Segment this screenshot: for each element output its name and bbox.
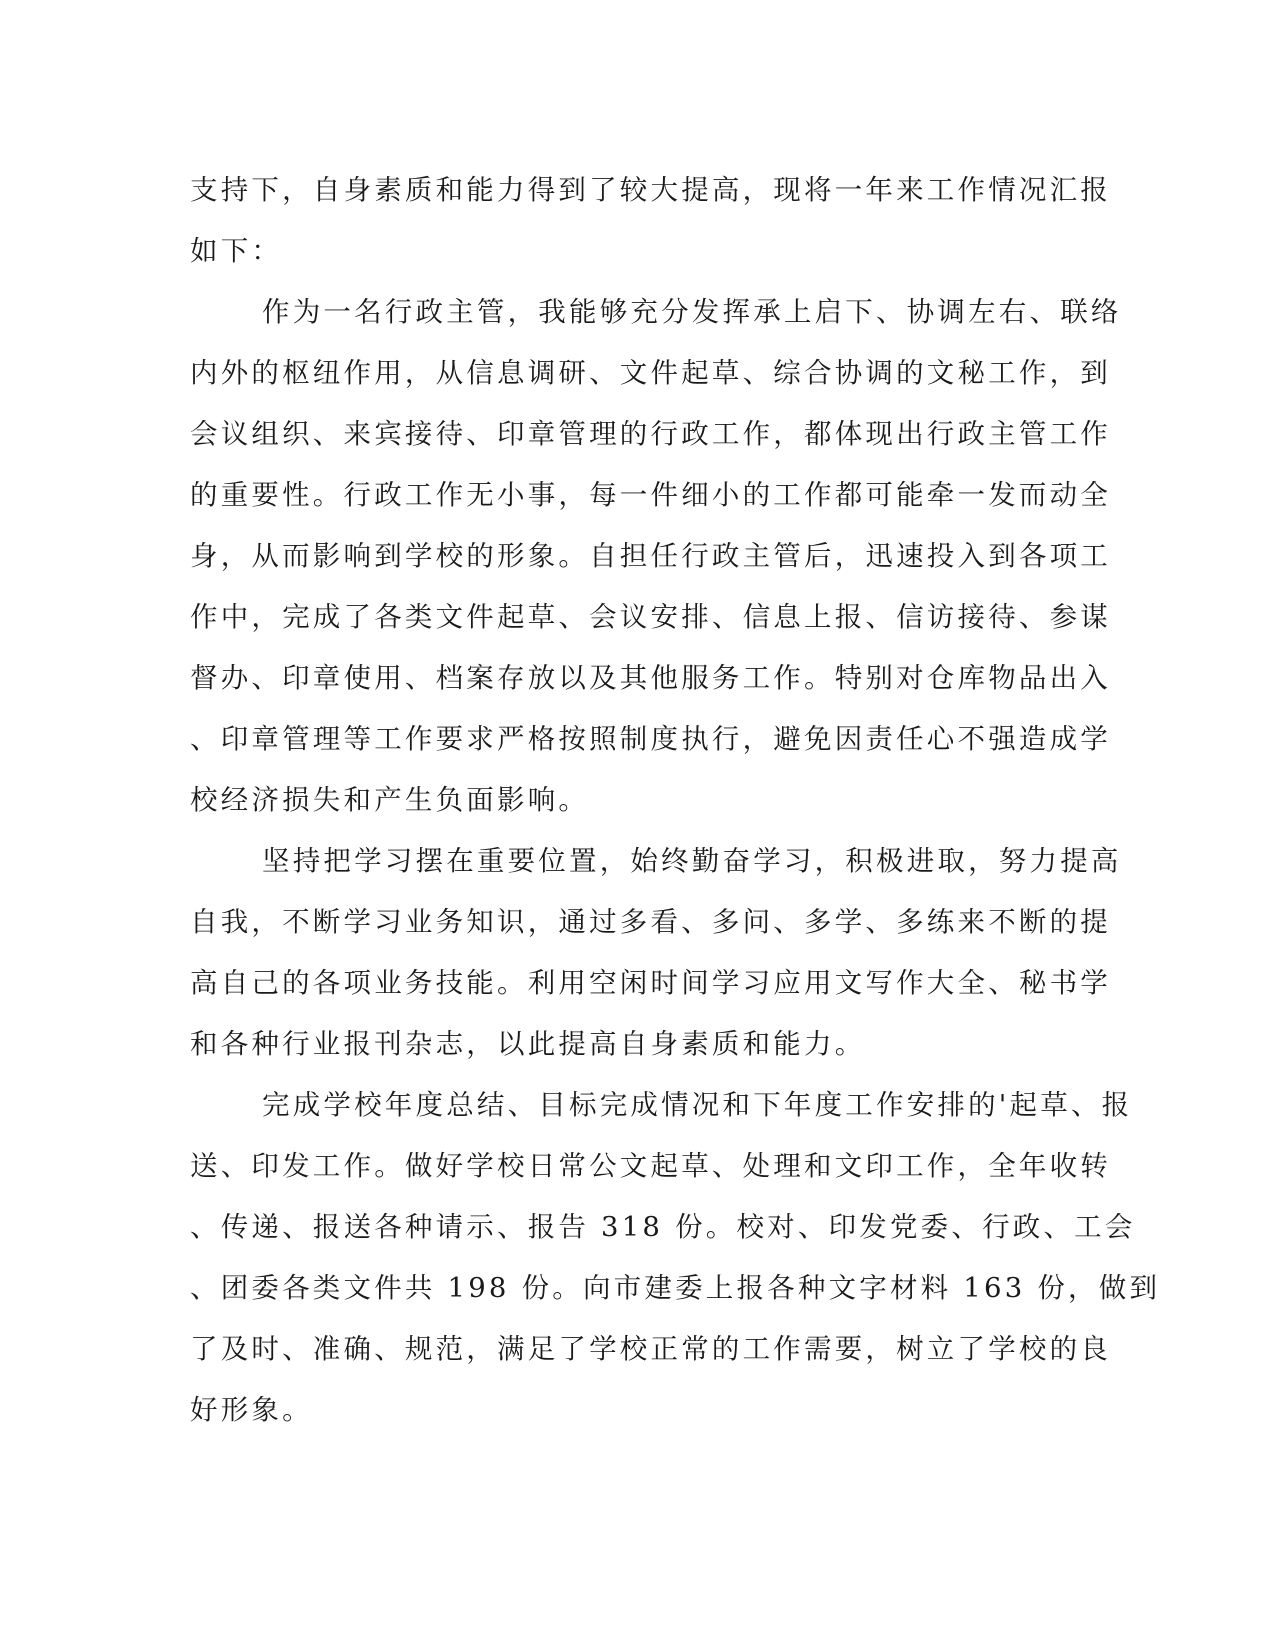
paragraph-1 <box>190 160 1111 282</box>
text-line: 校经济损失和产生负面影响。 <box>190 784 590 816</box>
document-body <box>190 160 1161 1441</box>
text-line: 内外的枢纽作用，从信息调研、文件起草、综合协调的文秘工作，到 <box>190 357 1111 389</box>
text-line: 自我，不断学习业务知识，通过多看、多问、多学、多练来不断的提 <box>190 906 1111 938</box>
text-line: 的重要性。行政工作无小事，每一件细小的工作都可能牵一发而动全 <box>190 479 1111 511</box>
text-line: 如下： <box>190 235 283 267</box>
text-line: 、传递、报送各种请示、报告 318 份。校对、印发党委、行政、工会 <box>190 1211 1136 1243</box>
text-line: 作为一名行政主管，我能够充分发挥承上启下、协调左右、联络 <box>262 296 1122 328</box>
text-line: 送、印发工作。做好学校日常公文起草、处理和文印工作，全年收转 <box>190 1150 1111 1182</box>
text-line: 作中，完成了各类文件起草、会议安排、信息上报、信访接待、参谋 <box>190 601 1111 633</box>
paragraph-3 <box>190 831 1122 1075</box>
text-line: 、团委各类文件共 198 份。向市建委上报各种文字材料 163 份，做到 <box>190 1272 1161 1304</box>
text-line: 坚持把学习摆在重要位置，始终勤奋学习，积极进取，努力提高 <box>262 845 1122 877</box>
paragraph-4 <box>190 1075 1161 1441</box>
text-line: 完成学校年度总结、目标完成情况和下年度工作安排的'起草、报 <box>262 1089 1133 1121</box>
text-line: 了及时、准确、规范，满足了学校正常的工作需要，树立了学校的良 <box>190 1333 1111 1365</box>
text-line: 身，从而影响到学校的形象。自担任行政主管后，迅速投入到各项工 <box>190 540 1111 572</box>
text-line: 会议组织、来宾接待、印章管理的行政工作，都体现出行政主管工作 <box>190 418 1111 450</box>
text-line: 和各种行业报刊杂志，以此提高自身素质和能力。 <box>190 1028 866 1060</box>
text-line: 、印章管理等工作要求严格按照制度执行，避免因责任心不强造成学 <box>190 723 1111 755</box>
text-line: 高自己的各项业务技能。利用空闲时间学习应用文写作大全、秘书学 <box>190 967 1111 999</box>
text-line: 督办、印章使用、档案存放以及其他服务工作。特别对仓库物品出入 <box>190 662 1111 694</box>
text-line: 好形象。 <box>190 1394 313 1426</box>
text-line: 支持下，自身素质和能力得到了较大提高，现将一年来工作情况汇报 <box>190 174 1111 206</box>
paragraph-2 <box>190 282 1122 831</box>
